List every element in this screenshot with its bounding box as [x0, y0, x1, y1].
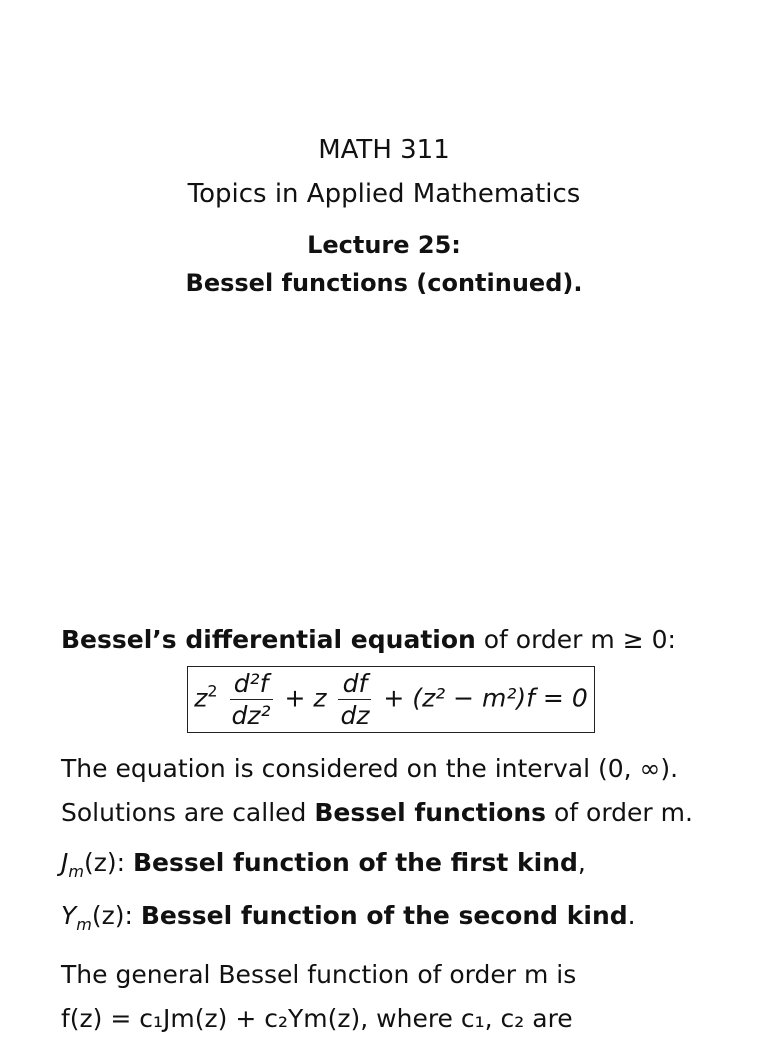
equation-order-text: of order m ≥ 0: [475, 625, 676, 654]
second-kind-arg: (z): [91, 901, 141, 930]
course-title: Topics in Applied Mathematics [187, 179, 581, 209]
eq-plus-z: + z [276, 683, 335, 713]
solutions-line [61, 791, 721, 835]
frac2-denominator: dz [340, 701, 370, 730]
general-formula-line: f(z) = c₁Jm(z) + c₂Ym(z), where c₁, c₂ are [61, 1004, 573, 1033]
second-kind-punct: . [627, 901, 636, 930]
course-code: MATH 311 [318, 135, 450, 165]
first-kind-line [61, 841, 721, 894]
solutions-post: of order m. [546, 798, 693, 827]
equation-name: Bessel’s differential equation [61, 625, 476, 654]
first-kind-name: Bessel function of the first kind [132, 848, 578, 877]
lecture-topic: Bessel functions (continued). [185, 269, 583, 297]
first-kind-symbol: J [61, 848, 69, 877]
eq-lead: z [194, 683, 208, 713]
second-kind-subscript: m [76, 915, 92, 934]
frac1-denominator: dz² [231, 701, 271, 730]
solutions-pre: Solutions are called [61, 798, 315, 827]
second-derivative-fraction [230, 671, 273, 728]
interval-line: The equation is considered on the interval (0, ∞). [61, 754, 679, 783]
equation-wrapper [61, 666, 721, 733]
general-solution-line: The general Bessel function of order m is [61, 960, 577, 989]
frac2-numerator: df [338, 671, 371, 700]
slide-content [61, 618, 721, 1041]
equation-intro [61, 618, 721, 662]
solutions-bold: Bessel functions [314, 798, 547, 827]
first-kind-subscript: m [68, 862, 84, 881]
frac1-numerator: d²f [230, 671, 273, 700]
bessel-equation-box [187, 666, 594, 733]
second-kind-line [61, 894, 721, 947]
lecture-label: Lecture 25: [307, 231, 461, 259]
first-derivative-fraction [338, 671, 371, 728]
eq-lead-exponent: 2 [207, 681, 218, 701]
second-kind-name: Bessel function of the second kind [140, 901, 628, 930]
title-block [0, 128, 768, 302]
first-kind-arg: (z): [83, 848, 133, 877]
eq-tail: + (z² − m²)f = 0 [375, 683, 588, 713]
first-kind-punct: , [577, 848, 586, 877]
second-kind-symbol: Y [61, 901, 77, 930]
